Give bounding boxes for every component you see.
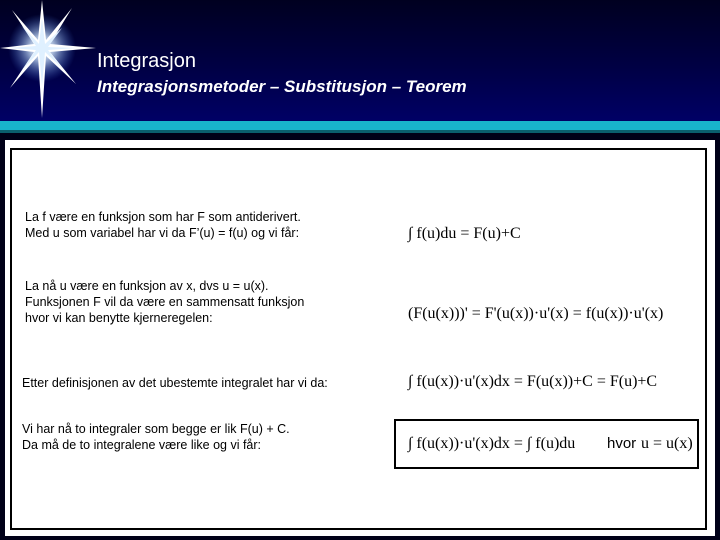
content-panel xyxy=(10,148,707,530)
accent-bar xyxy=(0,121,720,130)
row-2-line-3: hvor vi kan benytte kjerneregelen: xyxy=(25,311,213,325)
row-4-line-2: Da må de to integralene være like og vi får: xyxy=(22,438,262,452)
formula-indefinite-integral: ∫ f(u(x))·u'(x)dx = F(u(x))+C = F(u)+C xyxy=(408,373,658,390)
row-2-text xyxy=(25,278,304,326)
slide-subtitle: Integrasjonsmetoder – Substitusjon – Teorem xyxy=(97,77,467,96)
row-1-text xyxy=(25,209,301,241)
row-4-line-1: Vi har nå to integraler som begge er lik F(u) + C. xyxy=(22,422,290,436)
row-1-line-1: La f være en funksjon som har F som antiderivert. xyxy=(25,210,301,224)
row-2-line-1: La nå u være en funksjon av x, dvs u = u(x). xyxy=(25,279,269,293)
slide-header xyxy=(0,0,720,122)
condition-label: hvor xyxy=(607,435,637,452)
slide-title: Integrasjon xyxy=(97,50,196,72)
row-3-text xyxy=(22,375,328,391)
formula-chain-rule: (F(u(x)))' = F'(u(x))·u'(x) = f(u(x))·u'(x) xyxy=(408,305,664,322)
star-icon xyxy=(0,0,110,130)
accent-bar-shadow xyxy=(0,130,720,133)
row-4-text xyxy=(22,421,290,453)
row-1-line-2: Med u som variabel har vi da F’(u) = f(u) og vi får: xyxy=(25,226,300,240)
condition-formula: u = u(x) xyxy=(641,435,693,452)
row-2-line-2: Funksjonen F vil da være en sammensatt funksjon xyxy=(25,295,305,309)
row-3-line-1: Etter definisjonen av det ubestemte integralet har vi da: xyxy=(22,376,328,390)
formula-antiderivative: ∫ f(u)du = F(u)+C xyxy=(408,225,521,242)
formula-substitution-theorem: ∫ f(u(x))·u'(x)dx = ∫ f(u)du xyxy=(408,435,576,452)
